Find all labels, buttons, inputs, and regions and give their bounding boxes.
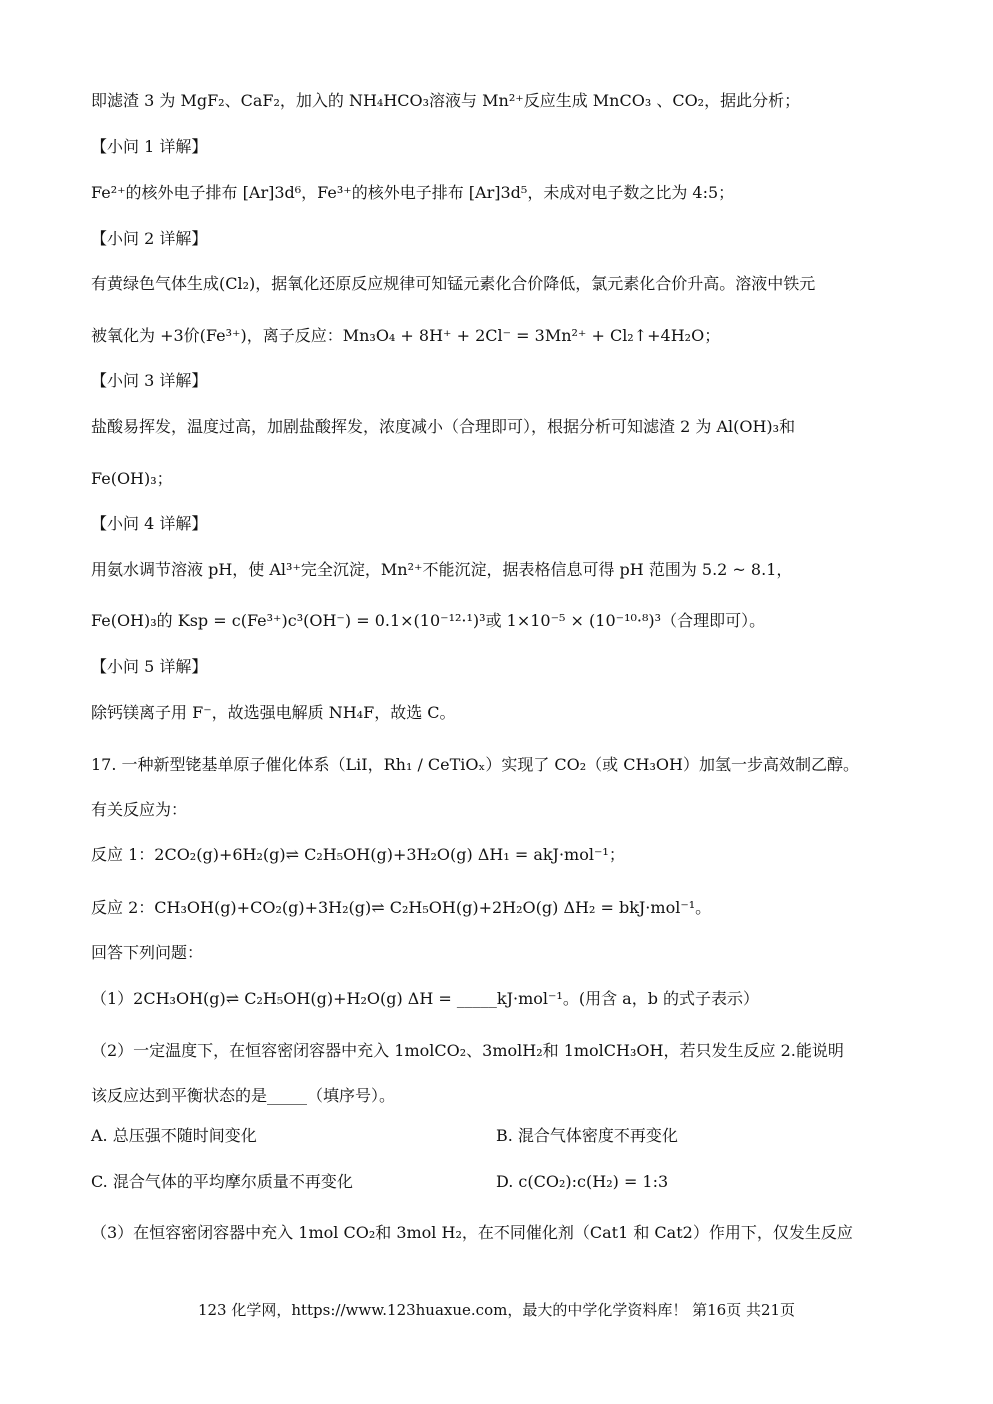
- section-heading-q3: 【小问 3 详解】: [91, 371, 208, 390]
- paragraph-feoh3: Fe(OH)₃；: [91, 469, 173, 488]
- option-d: D. c(CO₂):c(H₂) = 1:3: [496, 1172, 669, 1191]
- page-footer: 123 化学网，https://www.123huaxue.com，最大的中学化学资料库！ 第16页 共21页: [197, 1301, 796, 1319]
- paragraph-ph-range: 用氨水调节溶液 pH，使 Al³⁺完全沉淀，Mn²⁺不能沉淀，据表格信息可得 pH 范围为 5.2 ~ 8.1，: [91, 560, 793, 579]
- reaction-2: 反应 2：CH₃OH(g)+CO₂(g)+3H₂(g)⇌ C₂H₅OH(g)+2H₂O(g) ΔH₂ = bkJ·mol⁻¹。: [91, 898, 712, 917]
- option-b: B. 混合气体密度不再变化: [496, 1126, 678, 1145]
- paragraph-chlorine: 有黄绿色气体生成(Cl₂)，据氧化还原反应规律可知锰元素化合价降低，氯元素化合价升高。溶液中铁元: [91, 274, 816, 293]
- paragraph-hcl-volatile: 盐酸易挥发，温度过高，加剧盐酸挥发，浓度减小（合理即可），根据分析可知滤渣 2 为 Al(OH)₃和: [91, 417, 796, 436]
- section-heading-q2: 【小问 2 详解】: [91, 229, 208, 248]
- paragraph-electron-config: Fe²⁺的核外电子排布 [Ar]3d⁶，Fe³⁺的核外电子排布 [Ar]3d⁵，未成对电子数之比为 4:5；: [91, 183, 735, 202]
- paragraph-nh4f: 除钙镁离子用 F⁻，故选强电解质 NH₄F，故选 C。: [91, 703, 456, 722]
- paragraph-answer-prompt: 回答下列问题：: [91, 943, 204, 962]
- option-c: C. 混合气体的平均摩尔质量不再变化: [91, 1172, 353, 1191]
- section-heading-q5: 【小问 5 详解】: [91, 657, 208, 676]
- question-17-1: （1）2CH₃OH(g)⇌ C₂H₅OH(g)+H₂O(g) ΔH = _____kJ·mol⁻¹。(用含 a，b 的式子表示）: [91, 989, 760, 1008]
- question-17-stem: 17. 一种新型铑基单原子催化体系（LiI，Rh₁ / CeTiOₓ）实现了 CO₂（或 CH₃OH）加氢一步高效制乙醇。: [91, 755, 859, 774]
- paragraph-reactions-intro: 有关反应为：: [91, 800, 188, 819]
- question-17-2-continued: 该反应达到平衡状态的是_____（填序号）。: [91, 1086, 396, 1105]
- question-17-3: （3）在恒容密闭容器中充入 1mol CO₂和 3mol H₂，在不同催化剂（Cat1 和 Cat2）作用下，仅发生反应: [91, 1223, 853, 1242]
- option-a: A. 总压强不随时间变化: [91, 1126, 257, 1145]
- paragraph-filter-residue: 即滤渣 3 为 MgF₂、CaF₂，加入的 NH₄HCO₃溶液与 Mn²⁺反应生成 MnCO₃ 、CO₂，据此分析；: [91, 91, 801, 110]
- question-17-2: （2）一定温度下，在恒容密闭容器中充入 1molCO₂、3molH₂和 1molCH₃OH，若只发生反应 2.能说明: [91, 1041, 844, 1060]
- section-heading-q1: 【小问 1 详解】: [91, 137, 208, 156]
- section-heading-q4: 【小问 4 详解】: [91, 514, 208, 533]
- reaction-1: 反应 1：2CO₂(g)+6H₂(g)⇌ C₂H₅OH(g)+3H₂O(g) ΔH₁ = akJ·mol⁻¹；: [91, 845, 625, 864]
- paragraph-ionic-reaction: 被氧化为 +3价(Fe³⁺)，离子反应：Mn₃O₄ + 8H⁺ + 2Cl⁻ = 3Mn²⁺ + Cl₂↑+4H₂O；: [91, 326, 721, 345]
- paragraph-ksp: Fe(OH)₃的 Ksp = c(Fe³⁺)c³(OH⁻) = 0.1×(10⁻¹²·¹)³或 1×10⁻⁵ × (10⁻¹⁰·⁸)³（合理即可）。: [91, 611, 766, 630]
